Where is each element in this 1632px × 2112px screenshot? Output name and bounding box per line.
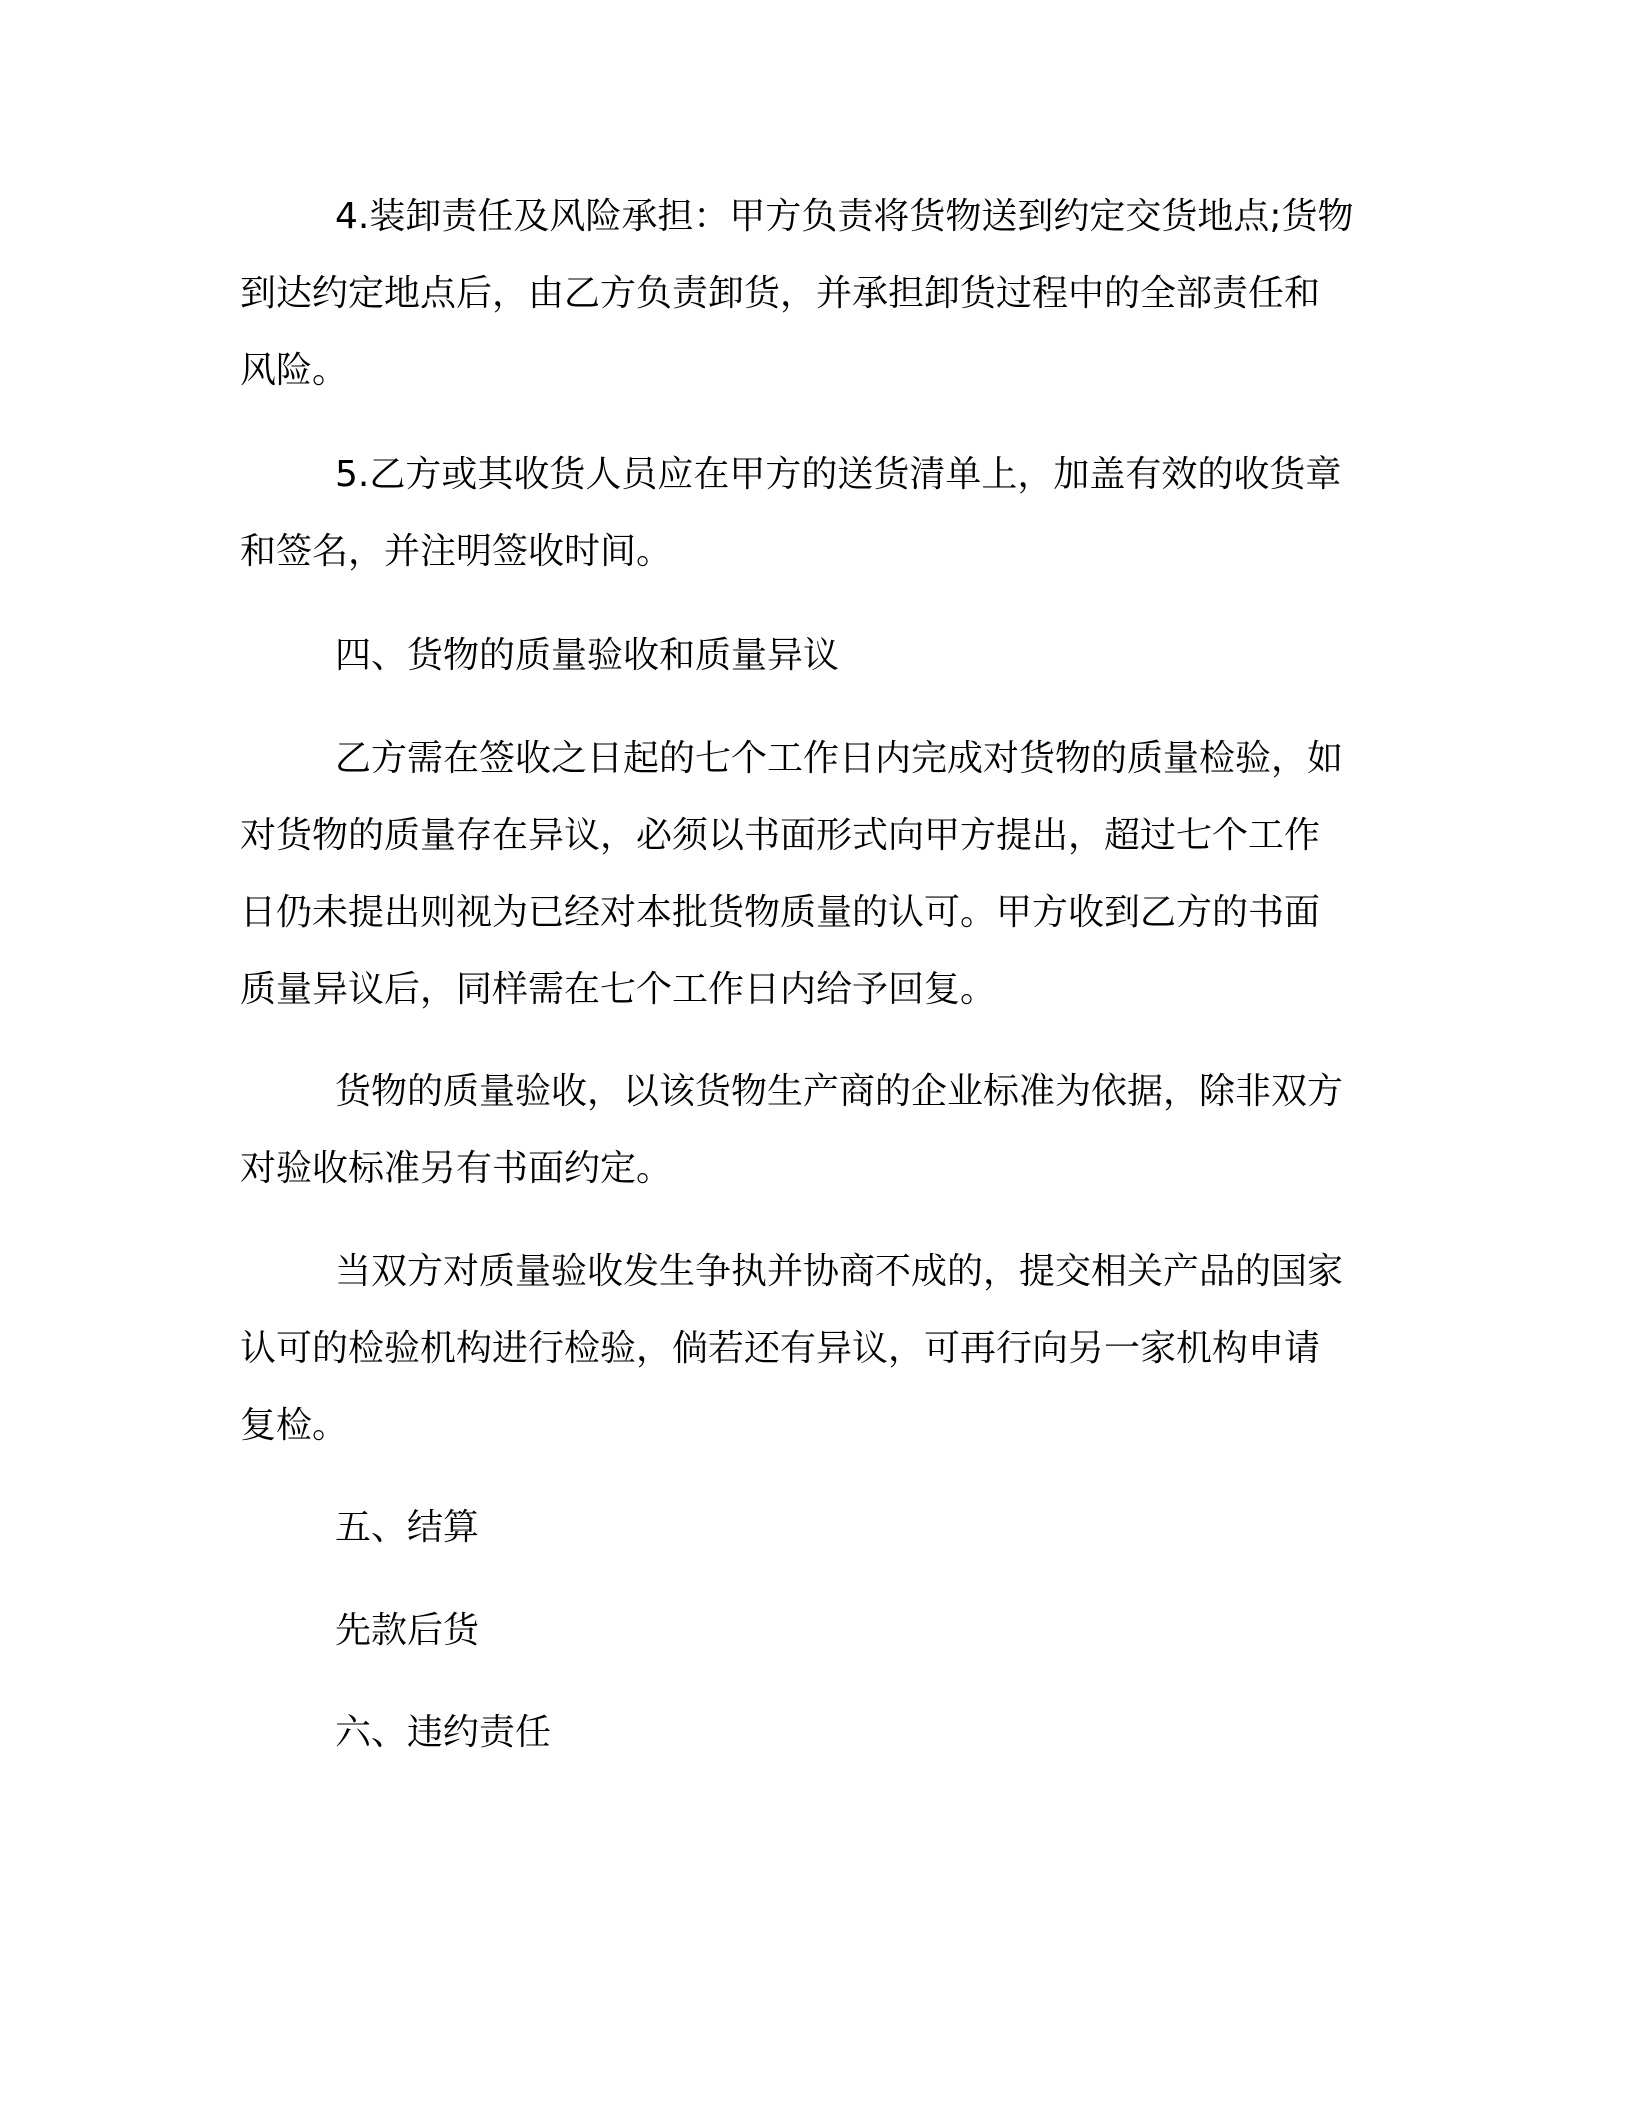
paragraph-dispute xyxy=(240,1233,1380,1464)
text-line: 风险。 xyxy=(240,350,349,391)
text-line: 先款后货 xyxy=(335,1610,480,1651)
text-line: 4.装卸责任及风险承担：甲方负责将货物送到约定交货地点;货物 xyxy=(335,196,1354,237)
text-line: 日仍未提出则视为已经对本批货物质量的认可。甲方收到乙方的书面 xyxy=(240,892,1321,933)
text-line: 到达约定地点后，由乙方负责卸货，并承担卸货过程中的全部责任和 xyxy=(240,273,1321,314)
text-line: 货物的质量验收，以该货物生产商的企业标准为依据，除非双方 xyxy=(335,1071,1344,1112)
text-line: 对验收标准另有书面约定。 xyxy=(240,1148,673,1189)
text-line: 和签名，并注明签收时间。 xyxy=(240,531,673,572)
section-heading-4 xyxy=(240,617,1380,694)
paragraph-clause-5 xyxy=(240,436,1380,590)
text-line: 乙方需在签收之日起的七个工作日内完成对货物的质量检验，如 xyxy=(335,738,1344,779)
paragraph-settlement xyxy=(240,1592,1380,1669)
heading-text: 五、结算 xyxy=(335,1507,480,1548)
text-line: 5.乙方或其收货人员应在甲方的送货清单上，加盖有效的收货章 xyxy=(335,454,1342,495)
heading-text: 六、违约责任 xyxy=(335,1712,552,1753)
text-line: 对货物的质量存在异议，必须以书面形式向甲方提出，超过七个工作 xyxy=(240,815,1321,856)
section-heading-5 xyxy=(240,1489,1380,1566)
text-line: 当双方对质量验收发生争执并协商不成的，提交相关产品的国家 xyxy=(335,1251,1344,1292)
text-line: 复检。 xyxy=(240,1405,349,1446)
section-heading-6 xyxy=(240,1694,1380,1771)
text-line: 质量异议后，同样需在七个工作日内给予回复。 xyxy=(240,969,997,1010)
paragraph-quality-standard xyxy=(240,1053,1380,1207)
text-line: 认可的检验机构进行检验，倘若还有异议，可再行向另一家机构申请 xyxy=(240,1328,1321,1369)
heading-text: 四、货物的质量验收和质量异议 xyxy=(335,635,840,676)
paragraph-quality-inspection xyxy=(240,720,1380,1028)
paragraph-clause-4 xyxy=(240,178,1380,409)
